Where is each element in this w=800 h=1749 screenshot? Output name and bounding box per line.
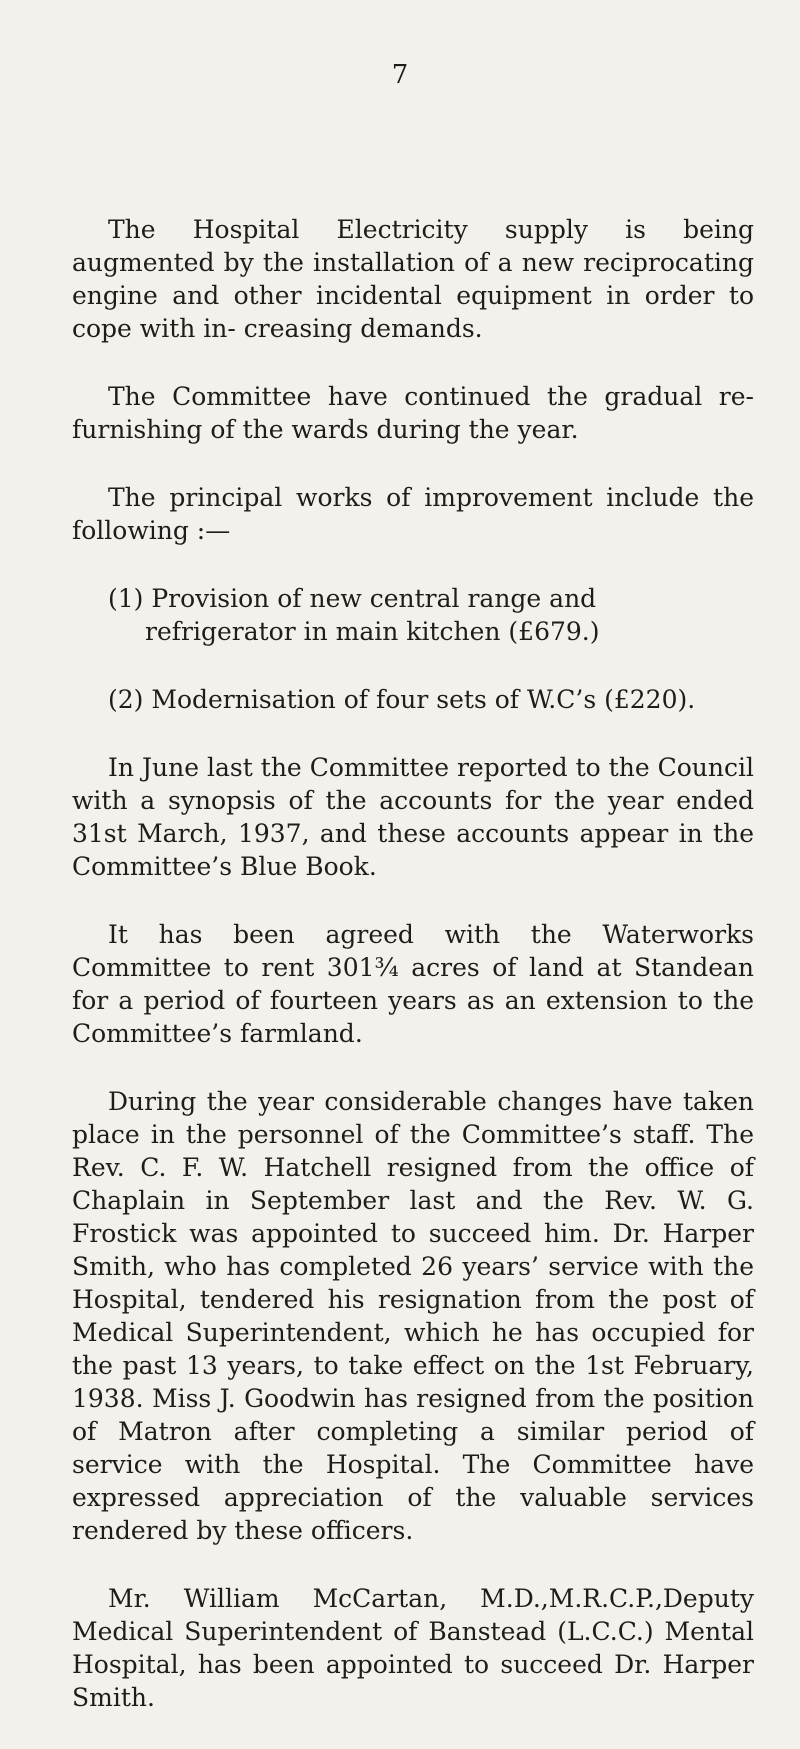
paragraph-refurnishing: The Committee have continued the gradual re- furnishing of the wards during the year. (72, 382, 754, 444)
list-item-kitchen: (1) Provision of new central range and refrigerator in main kitchen (£679.) (108, 584, 600, 646)
paragraph-farmland: It has been agreed with the Waterworks Committee to rent 301¾ acres of land at Standean for a period of fourteen years as an extension to the Committee’s farmland. (72, 920, 754, 1048)
body-text (72, 213, 754, 1749)
paragraph-appointment: Mr. William McCartan, M.D.,M.R.C.P.,Deputy Medical Superintendent of Banstead (L.C.C.) Mental Hospital, has been appointed to succeed Dr. Harper Smith. (72, 1584, 754, 1712)
paragraph-improvements-intro: The principal works of improvement include the following :— (72, 483, 754, 545)
paragraph-electricity-supply: The Hospital Electricity supply is being augmented by the installation of a new reciprocating engine and other incidental equipment in order to cope with in- creasing demands. (72, 215, 754, 343)
list-item-wc: (2) Modernisation of four sets of W.C’s (£220). (108, 685, 696, 714)
paragraph-staff-changes: During the year considerable changes have taken place in the personnel of the Committee’s staff. The Rev. C. F. W. Hatchell resigned from the office of Chaplain in September last and the Rev. W. G. Frostick was appointed to succeed him. Dr. Harper Smith, who has completed 26 years’ service with the Hospital, tendered his resignation from the post of Medical Superintendent, which he has occupied for the past 13 years, to take effect on the 1st February, 1938. Miss J. Goodwin has resigned from the position of Matron after completing a similar period of service with the Hospital. The Committee have expressed appreciation of the valuable services rendered by these officers. (72, 1087, 754, 1545)
page-number: 7 (391, 60, 409, 90)
paragraph-accounts: In June last the Committee reported to the Council with a synopsis of the accounts for the year ended 31st March, 1937, and these accounts appear in the Committee’s Blue Book. (72, 753, 754, 881)
